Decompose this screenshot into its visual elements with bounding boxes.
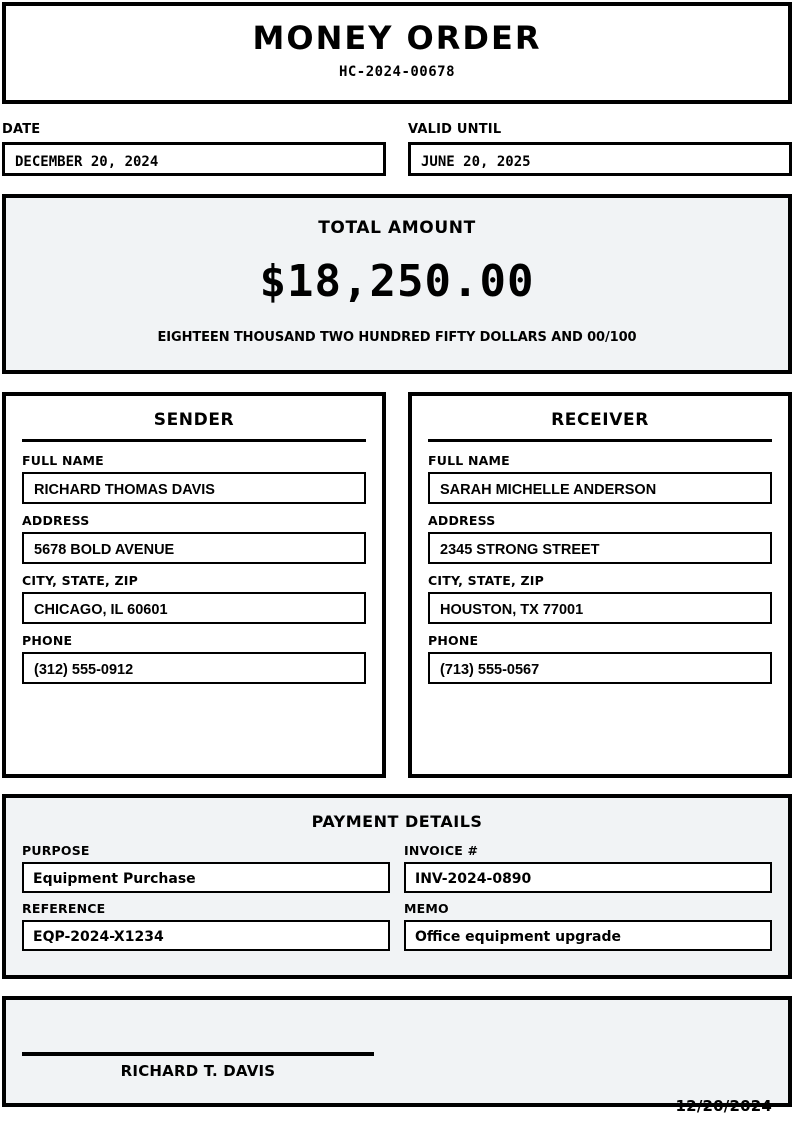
total-amount-label: TOTAL AMOUNT	[318, 218, 476, 238]
receiver-field-phone	[428, 633, 772, 684]
sender-phone-input[interactable]: (312) 555-0912	[22, 652, 366, 684]
receiver-field-address	[428, 513, 772, 564]
sender-city-state-zip-input[interactable]: CHICAGO, IL 60601	[22, 592, 366, 624]
receiver-city-state-zip-input[interactable]: HOUSTON, TX 77001	[428, 592, 772, 624]
sender-field-phone	[22, 633, 366, 684]
sender-full-name-input[interactable]: RICHARD THOMAS DAVIS	[22, 472, 366, 504]
payment-field-memo	[404, 901, 772, 951]
serial-number: HC-2024-00678	[338, 63, 456, 80]
valid-until-label: VALID UNTIL	[408, 122, 502, 137]
date-row	[2, 122, 792, 176]
sender-phone-label: PHONE	[22, 633, 73, 648]
signature-date: 12/20/2024	[675, 1097, 772, 1115]
receiver-full-name-label: FULL NAME	[428, 453, 510, 468]
sender-panel	[2, 392, 386, 778]
payment-details-panel	[2, 794, 792, 979]
amount-in-words: EIGHTEEN THOUSAND TWO HUNDRED FIFTY DOLLARS AND 00/100	[157, 330, 637, 345]
receiver-phone-label: PHONE	[428, 633, 479, 648]
payment-field-reference	[22, 901, 390, 951]
memo-label: MEMO	[404, 901, 449, 916]
sender-field-full-name	[22, 453, 366, 504]
issue-date-group	[2, 122, 386, 176]
payment-details-title: PAYMENT DETAILS	[311, 812, 483, 831]
receiver-title: RECEIVER	[428, 410, 772, 442]
issue-date-input[interactable]: DECEMBER 20, 2024	[2, 142, 386, 176]
receiver-address-label: ADDRESS	[428, 513, 496, 528]
signature-panel	[2, 996, 792, 1115]
sender-address-input[interactable]: 5678 BOLD AVENUE	[22, 532, 366, 564]
receiver-field-full-name	[428, 453, 772, 504]
parties-row	[2, 392, 792, 778]
purpose-input[interactable]: Equipment Purchase	[22, 862, 390, 893]
issue-date-label: DATE	[2, 122, 41, 137]
receiver-phone-input[interactable]: (713) 555-0567	[428, 652, 772, 684]
reference-input[interactable]: EQP-2024-X1234	[22, 920, 390, 951]
total-amount-value: $18,250.00	[259, 256, 535, 307]
signature-line[interactable]	[22, 1052, 374, 1056]
reference-label: REFERENCE	[22, 901, 106, 916]
invoice-input[interactable]: INV-2024-0890	[404, 862, 772, 893]
sender-city-state-zip-label: CITY, STATE, ZIP	[22, 573, 138, 588]
receiver-full-name-input[interactable]: SARAH MICHELLE ANDERSON	[428, 472, 772, 504]
receiver-address-input[interactable]: 2345 STRONG STREET	[428, 532, 772, 564]
sender-address-label: ADDRESS	[22, 513, 90, 528]
valid-until-input[interactable]: JUNE 20, 2025	[408, 142, 792, 176]
sender-field-city-state-zip	[22, 573, 366, 624]
receiver-field-city-state-zip	[428, 573, 772, 624]
payment-field-purpose	[22, 843, 390, 893]
document-title: MONEY ORDER	[252, 19, 542, 57]
receiver-panel	[408, 392, 792, 778]
invoice-label: INVOICE #	[404, 843, 479, 858]
total-amount-panel	[2, 194, 792, 374]
memo-input[interactable]: Office equipment upgrade	[404, 920, 772, 951]
payment-field-invoice	[404, 843, 772, 893]
valid-until-group	[408, 122, 792, 176]
document-header	[2, 2, 792, 104]
signature-name: RICHARD T. DAVIS	[120, 1062, 276, 1080]
payment-details-grid	[22, 843, 772, 951]
sender-title: SENDER	[22, 410, 366, 442]
sender-full-name-label: FULL NAME	[22, 453, 104, 468]
sender-field-address	[22, 513, 366, 564]
purpose-label: PURPOSE	[22, 843, 90, 858]
receiver-city-state-zip-label: CITY, STATE, ZIP	[428, 573, 544, 588]
